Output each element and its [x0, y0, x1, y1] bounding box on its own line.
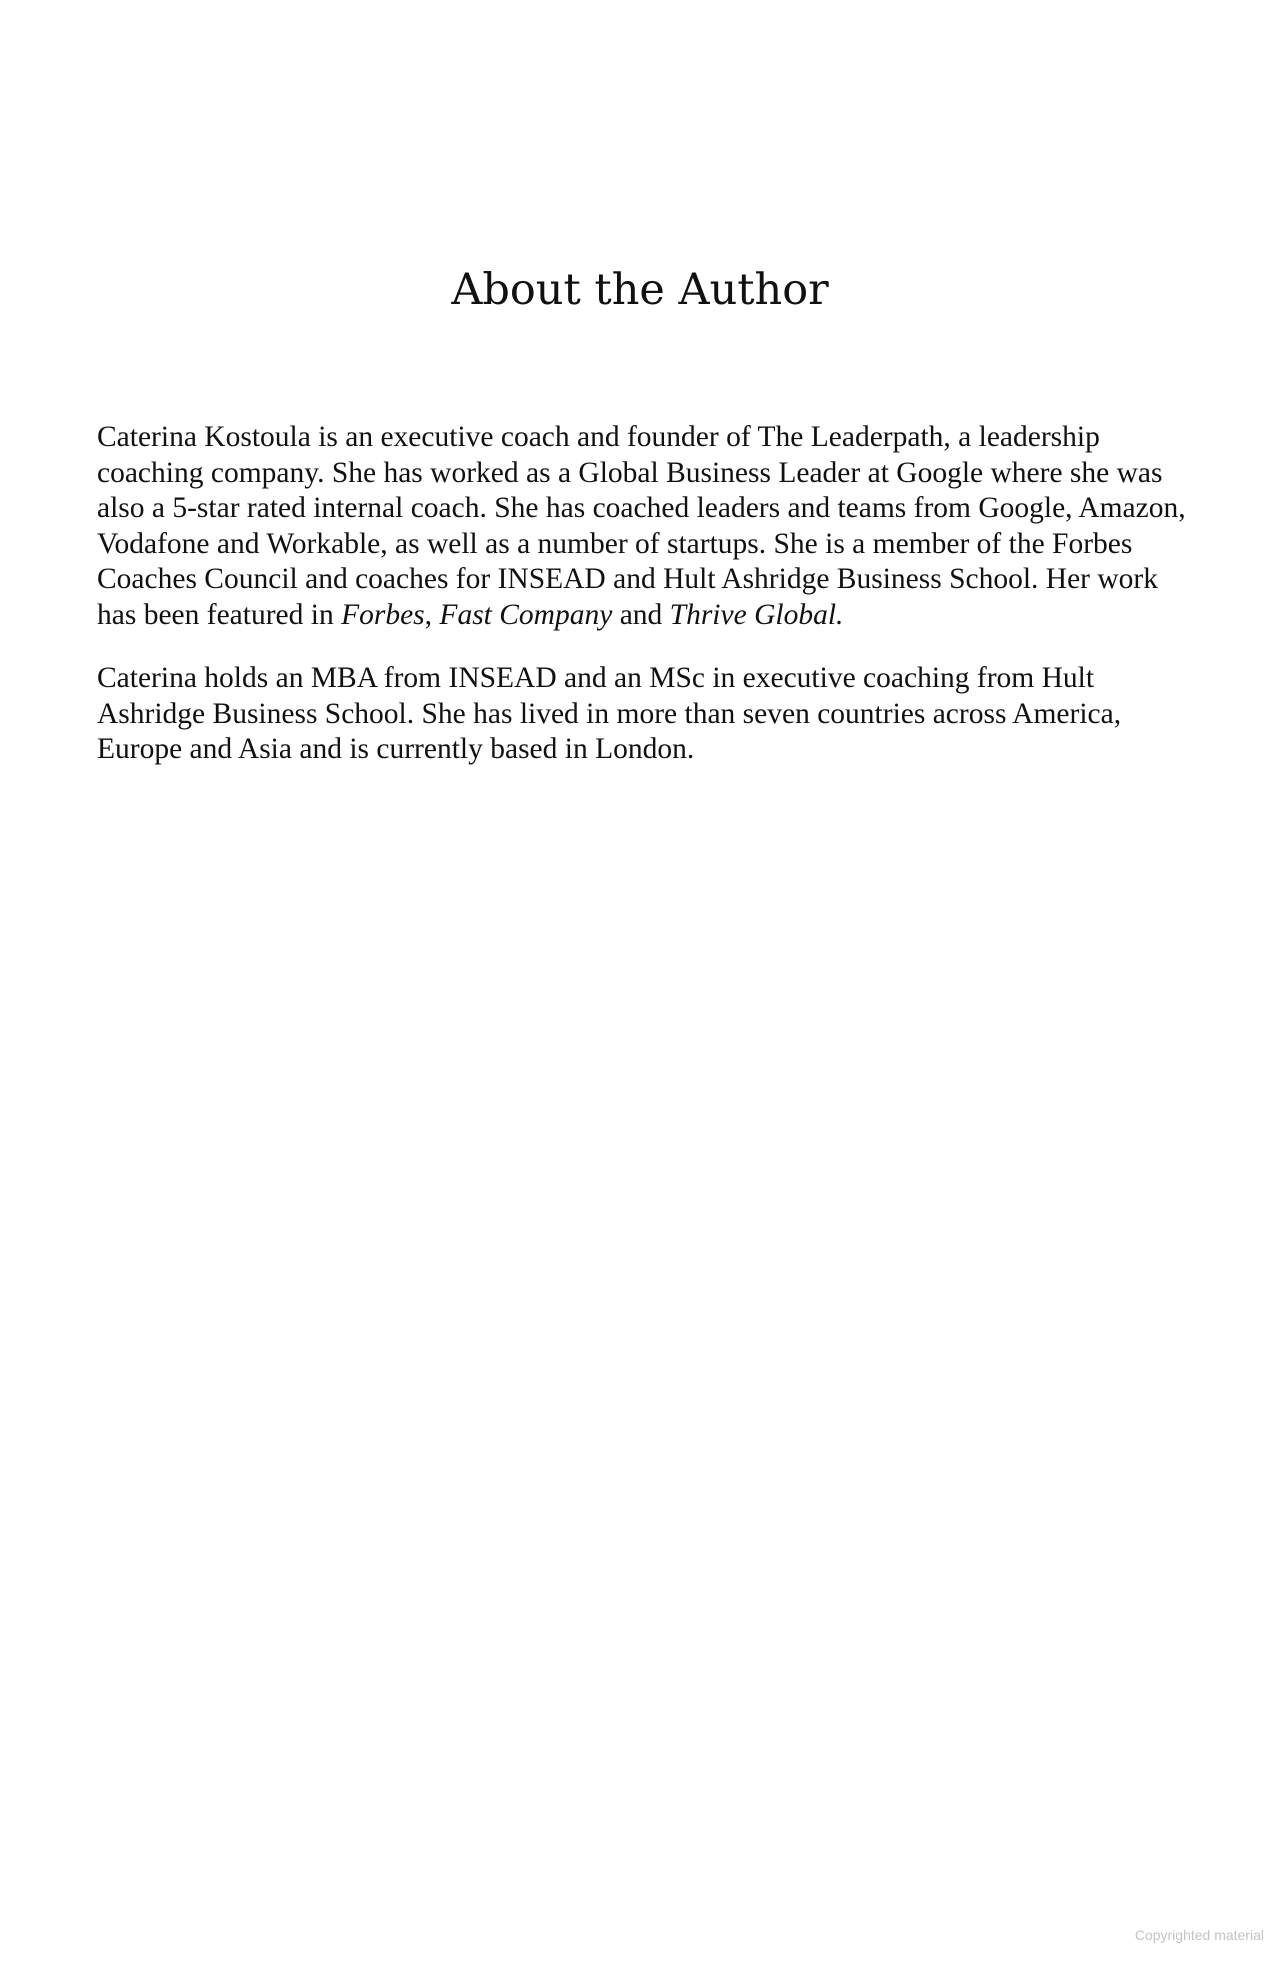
author-bio [97, 420, 1187, 796]
separator-1: , [424, 598, 440, 631]
copyright-notice: Copyrighted material [1134, 1927, 1264, 1943]
bio-paragraph-1 [97, 420, 1187, 633]
publication-fast-company: Fast Company [439, 598, 613, 631]
bio-paragraph-2: Caterina holds an MBA from INSEAD and an MSc in executive coaching from Hult Ashridge Business School. She has lived in more than seven countries across America, Europe and Asia and is currently based in London. [97, 662, 1122, 765]
publication-forbes: Forbes [341, 598, 425, 631]
bio-paragraph-1-text: Caterina Kostoula is an executive coach and founder of The Leaderpath, a leadership coaching company. She has worked as a Global Business Leader at Google where she was also a 5-star rated internal coach. She has coached leaders and teams from Google, Amazon, Vodafone and Workable, as well as a number of startups. She is a member of the Forbes Coaches Council and coaches for INSEAD and Hult Ashridge Business School. Her work has been featured in [97, 421, 1186, 631]
publication-thrive-global: Thrive Global. [669, 598, 844, 631]
separator-2: and [612, 598, 670, 631]
page-title: About the Author [451, 265, 829, 315]
